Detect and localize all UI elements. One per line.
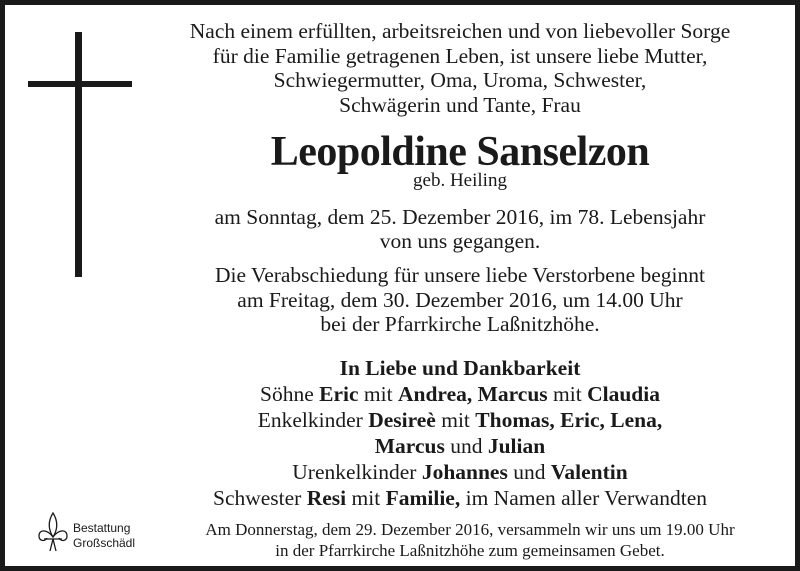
relation-label: Schwester bbox=[212, 485, 307, 510]
mourner-name: Andrea, Marcus bbox=[397, 381, 548, 406]
farewell-line: bei der Pfarrkirche Laßnitzhöhe. bbox=[320, 312, 600, 336]
mourners-list bbox=[155, 355, 765, 511]
mourners-grandchildren bbox=[155, 407, 765, 433]
intro-line: Schwiegermutter, Oma, Uroma, Schwester, bbox=[273, 68, 647, 92]
mourner-name: Desireè bbox=[368, 407, 436, 432]
deceased-name: Leopoldine Sanselzon bbox=[270, 129, 650, 175]
birth-name: geb. Heiling bbox=[413, 170, 507, 191]
mourner-name: Claudia bbox=[587, 381, 660, 406]
prayer-line: in der Pfarrkirche Laßnitzhöhe zum gemeinsamen Gebet. bbox=[275, 541, 665, 560]
death-line: von uns gegangen. bbox=[379, 229, 541, 253]
mourners-great-grandchildren bbox=[155, 459, 765, 485]
mourners-heading: In Liebe und Dankbarkeit bbox=[339, 355, 581, 380]
notice-body bbox=[155, 19, 765, 511]
mourner-name: Resi bbox=[306, 485, 347, 510]
funeral-home-name bbox=[73, 521, 135, 551]
connector: mit bbox=[435, 407, 476, 432]
mourner-name: Valentin bbox=[550, 459, 628, 484]
mourner-name: Julian bbox=[487, 433, 546, 458]
prayer-line: Am Donnerstag, dem 29. Dezember 2016, versammeln wir uns um 19.00 Uhr bbox=[205, 520, 735, 539]
relation-label: Urenkelkinder bbox=[292, 459, 422, 484]
farewell-notice bbox=[155, 263, 765, 337]
death-line: am Sonntag, dem 25. Dezember 2016, im 78. Lebensjahr bbox=[214, 205, 706, 229]
connector: mit bbox=[358, 381, 398, 406]
death-notice bbox=[155, 205, 765, 253]
farewell-line: Die Verabschiedung für unsere liebe Verstorbene beginnt bbox=[215, 263, 705, 287]
relation-label: Söhne bbox=[260, 381, 320, 406]
mourner-name: Eric bbox=[319, 381, 359, 406]
mourner-name: Marcus bbox=[374, 433, 445, 458]
mourner-name: Johannes bbox=[421, 459, 508, 484]
connector: mit bbox=[547, 381, 588, 406]
fleur-de-lis-icon bbox=[35, 509, 71, 555]
funeral-home-line: Großschädl bbox=[73, 536, 136, 550]
cross-icon bbox=[26, 29, 136, 279]
intro-line: für die Familie getragenen Leben, ist unsere liebe Mutter, bbox=[212, 43, 708, 68]
relation-suffix: im Namen aller Verwandten bbox=[460, 485, 707, 510]
prayer-notice bbox=[165, 519, 775, 561]
funeral-home-logo bbox=[35, 509, 155, 559]
funeral-home-line: Bestattung bbox=[73, 521, 131, 535]
mourner-name: Familie, bbox=[385, 485, 461, 510]
connector: und bbox=[444, 433, 488, 458]
connector: mit bbox=[346, 485, 386, 510]
farewell-line: am Freitag, dem 30. Dezember 2016, um 14.00 Uhr bbox=[237, 287, 683, 312]
intro-line: Nach einem erfüllten, arbeitsreichen und von liebevoller Sorge bbox=[189, 19, 731, 43]
intro-text bbox=[155, 19, 765, 117]
mourner-name: Thomas, Eric, Lena, bbox=[475, 407, 663, 432]
mourners-grandchildren-cont bbox=[155, 433, 765, 459]
relation-label: Enkelkinder bbox=[257, 407, 369, 432]
mourners-sons bbox=[155, 381, 765, 407]
intro-line: Schwägerin und Tante, Frau bbox=[339, 92, 581, 117]
connector: und bbox=[507, 459, 551, 484]
mourners-sister bbox=[155, 485, 765, 511]
